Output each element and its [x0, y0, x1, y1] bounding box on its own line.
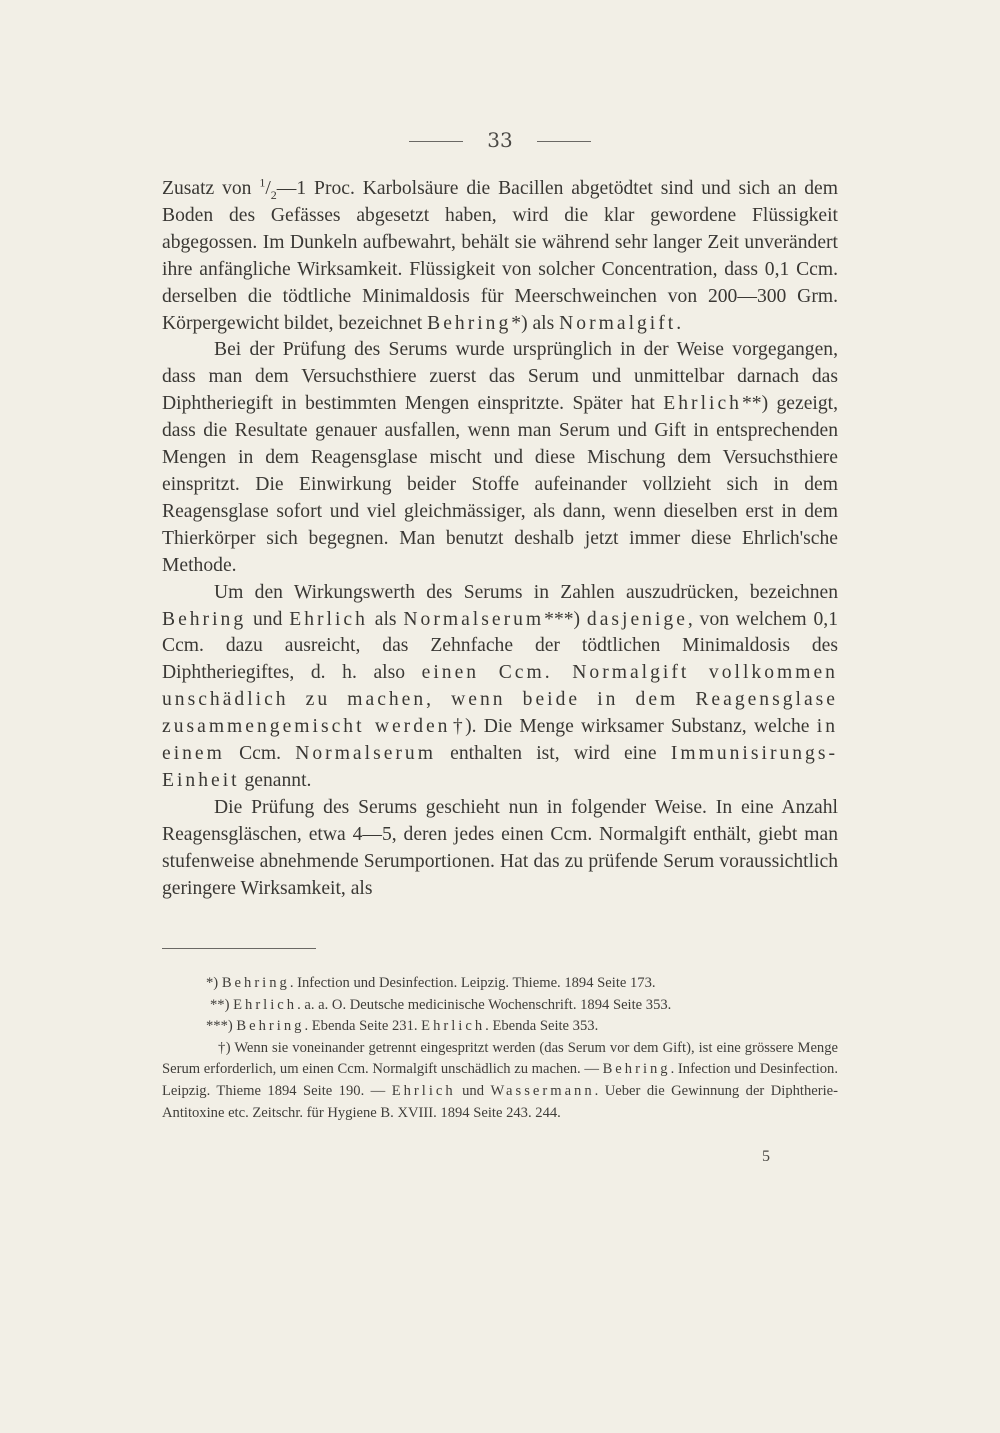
term-normalgift: Normalgift	[559, 312, 677, 334]
paragraph-4: Die Prüfung des Serums geschieht nun in folgender Weise. In eine Anzahl Reagensgläschen, etwa 4—5, deren jedes einen Ccm. Normalgift enthält, giebt man stufenweise abnehmende Serumportionen. Hat das zu prüfende Serum voraussichtlich geringere Wirksamkeit, als	[162, 796, 838, 899]
body-text	[162, 176, 838, 902]
footnote-rule	[162, 948, 316, 949]
term-immunisirungs-einheit: Immunisirungs-Einheit	[162, 743, 839, 791]
author-name: Behring	[162, 608, 247, 630]
term-normalserum: Normalserum	[403, 608, 545, 630]
author-name: Ehrlich	[391, 1082, 456, 1099]
author-name: Ehrlich	[289, 608, 368, 630]
term-normalserum: Normalserum	[295, 743, 436, 765]
paragraph-3: Um den Wirkungswerth des Serums in Zahlen auszudrücken, bezeichnen Behring und Ehrlich als Normalserum***) dasjenige, von welchem 0,1 Ccm. dazu ausreicht, das Zehnfache der tödtlichen Minimaldosis des Diphtheriegiftes, d. h. also einen Ccm. Normalgift vollkommen unschädlich zu machen, wenn beide in dem Reagensglase zusammengemischt werden†). Die Menge wirksamer Substanz, welche in einem Ccm. Normalserum enthalten ist, wird eine Immunisirungs-Einheit genannt.	[162, 581, 839, 791]
author-name: Behring	[427, 312, 512, 334]
author-name: Ehrlich	[421, 1018, 486, 1035]
author-name: Ehrlich	[233, 996, 298, 1013]
page-number-text: 33	[487, 128, 513, 152]
paragraph-2: Bei der Prüfung des Serums wurde ursprünglich in der Weise vorgegangen, dass man dem Versuchsthiere zuerst das Serum und unmittelbar darnach das Diphtheriegift in bestimmten Mengen einspritzte. Später hat Ehrlich**) gezeigt, dass die Resultate genauer ausfallen, wenn man Serum und Gift in entsprechenden Mengen in dem Reagensglase mischt und diese Mischung dem Versuchsthiere einspritzt. Die Einwirkung beider Stoffe aufeinander vollzieht sich in dem Reagensglase sofort und viel gleichmässiger, als dann, wenn dieselben erst in dem Thierkörper sich begegnen. Man benutzt deshalb jetzt immer diese Ehrlich'sche Methode.	[162, 339, 838, 576]
footnote-1: *) Behring. Infection und Desinfection. Leipzig. Thieme. 1894 Seite 173.	[206, 975, 656, 991]
author-name: Behring	[236, 1018, 305, 1035]
author-name: Wassermann	[490, 1082, 595, 1099]
footnote-4: †) Wenn sie voneinander getrennt eingespritzt werden (das Serum vor dem Gift), ist eine grössere Menge Serum erforderlich, um einen Ccm. Normalgift unschädlich zu machen. — Behring. Infection und Desinfection. Leipzig. Thieme 1894 Seite 190. — Ehrlich und Wassermann. Ueber die Gewinnung der Diphtherie-Antitoxine etc. Zeitschr. für Hygiene B. XVIII. 1894 Seite 243. 244.	[162, 1039, 839, 1121]
author-name: Behring	[221, 975, 290, 991]
footnote-2: **) Ehrlich. a. a. O. Deutsche medicinische Wochenschrift. 1894 Seite 353.	[210, 996, 672, 1013]
footnote-3: ***) Behring. Ebenda Seite 231. Ehrlich. Ebenda Seite 353.	[206, 1018, 599, 1035]
paragraph-1: Zusatz von $^1/_2—1$ Proc. Karbolsäure die Bacillen abgetödtet sind und sich an dem Boden des Gefässes abgesetzt haben, wird die klar gewordene Flüssigkeit abgegossen. Im Dunkeln aufbewahrt, behält sie während sehr langer Zeit unverändert ihre anfängliche Wirksamkeit. Flüssigkeit von solcher Concentration, dass 0,1 Ccm. derselben die tödtliche Minimaldosis für Meerschweinchen von 200—300 Grm. Körpergewicht bildet, bezeichnet Behring*) als Normalgift.	[162, 175, 838, 334]
term-dasjenige: dasjenige	[586, 608, 688, 630]
page-number	[0, 128, 1000, 152]
emphasized-definition: einen Ccm. Normalgift vollkommen unschädlich zu machen, wenn beide in dem Reagensglase zusammengemischt werden	[162, 662, 838, 738]
header-rule-right	[537, 141, 591, 142]
author-name: Ehrlich	[663, 393, 742, 415]
footnotes	[162, 973, 838, 1124]
signature-mark: 5	[762, 1148, 770, 1165]
term-in-einem: in einem	[162, 716, 838, 765]
header-rule-left	[409, 141, 463, 142]
author-name: Behring	[602, 1061, 671, 1078]
